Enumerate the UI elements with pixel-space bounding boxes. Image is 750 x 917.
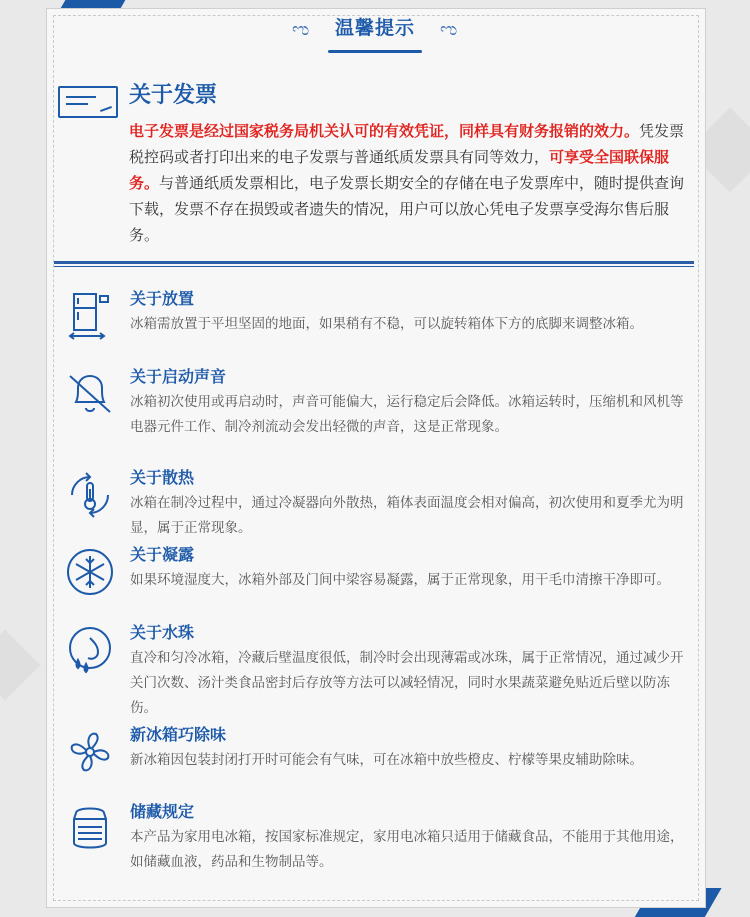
- invoice-body: [129, 118, 685, 248]
- tip-title: 关于散热: [130, 468, 195, 487]
- water-drop-icon: [64, 624, 116, 676]
- fridge-placement-icon: [64, 290, 116, 342]
- invoice-highlight: 电子发票是经过国家税务局机关认可的有效凭证，同样具有财务报销的效力。: [129, 122, 640, 140]
- page-title: 温馨提示: [334, 17, 415, 39]
- title-underline: [328, 50, 422, 53]
- invoice-text: 凭发票税控码或者打印出来的电子发票与普通纸质发票具有同等效力，: [129, 122, 685, 166]
- invoice-icon: [58, 86, 118, 118]
- tip-body: 冰箱初次使用或再启动时，声音可能偏大，运行稳定后会降低。冰箱运转时，压缩机和风机等电器元件工作、制冷剂流动会发出轻微的声音，这是正常现象。: [130, 394, 684, 435]
- invoice-highlight: 可享受全国联保服务。: [129, 148, 670, 192]
- tip-body: 冰箱需放置于平坦坚固的地面，如果稍有不稳，可以旋转箱体下方的底脚来调整冰箱。: [130, 316, 643, 332]
- tip-body: 新冰箱因包装封闭打开时可能会有气味，可在冰箱中放些橙皮、柠檬等果皮辅助除味。: [130, 752, 643, 768]
- invoice-title: 关于发票: [129, 83, 218, 108]
- swirl-right-icon: ಌ: [440, 19, 458, 40]
- tip-body: 冰箱在制冷过程中，通过冷凝器向外散热，箱体表面温度会相对偏高，初次使用和夏季尤为明显，属于正常现象。: [130, 495, 684, 536]
- tip-title: 关于凝露: [130, 545, 195, 564]
- thermometer-cycle-icon: [64, 469, 116, 521]
- section-divider: [54, 261, 694, 264]
- tip-title: 关于水珠: [130, 623, 195, 642]
- tips-header: [300, 14, 450, 54]
- tip-title: 关于放置: [130, 289, 195, 308]
- section-divider: [54, 266, 694, 267]
- storage-jar-icon: [64, 803, 116, 855]
- tip-body: 直冷和匀冷冰箱，冷藏后壁温度很低，制冷时会出现薄霜或冰珠，属于正常情况，通过减少开关门次数、汤汁类食品密封后存放等方法可以减轻情况，同时水果蔬菜避免贴近后壁以防冻伤。: [130, 650, 684, 716]
- tip-body: 如果环境湿度大，冰箱外部及门间中梁容易凝露，属于正常现象，用干毛巾清擦干净即可。: [130, 572, 670, 588]
- tip-body: 本产品为家用电冰箱，按国家标准规定，家用电冰箱只适用于储藏食品，不能用于其他用途，如储藏血液，药品和生物制品等。: [130, 829, 684, 870]
- tip-title: 新冰箱巧除味: [130, 725, 227, 744]
- invoice-text: 与普通纸质发票相比，电子发票长期安全的存储在电子发票库中，随时提供查询下载，发票不存在损毁或者遗失的情况，用户可以放心凭电子发票享受海尔售后服务。: [129, 174, 685, 244]
- swirl-left-icon: ಌ: [292, 19, 310, 40]
- tip-title: 储藏规定: [130, 802, 195, 821]
- bell-muted-icon: [64, 368, 116, 420]
- snowflake-icon: [64, 546, 116, 598]
- tip-title: 关于启动声音: [130, 367, 227, 386]
- fan-icon: [64, 726, 116, 778]
- background-decoration: [0, 630, 40, 701]
